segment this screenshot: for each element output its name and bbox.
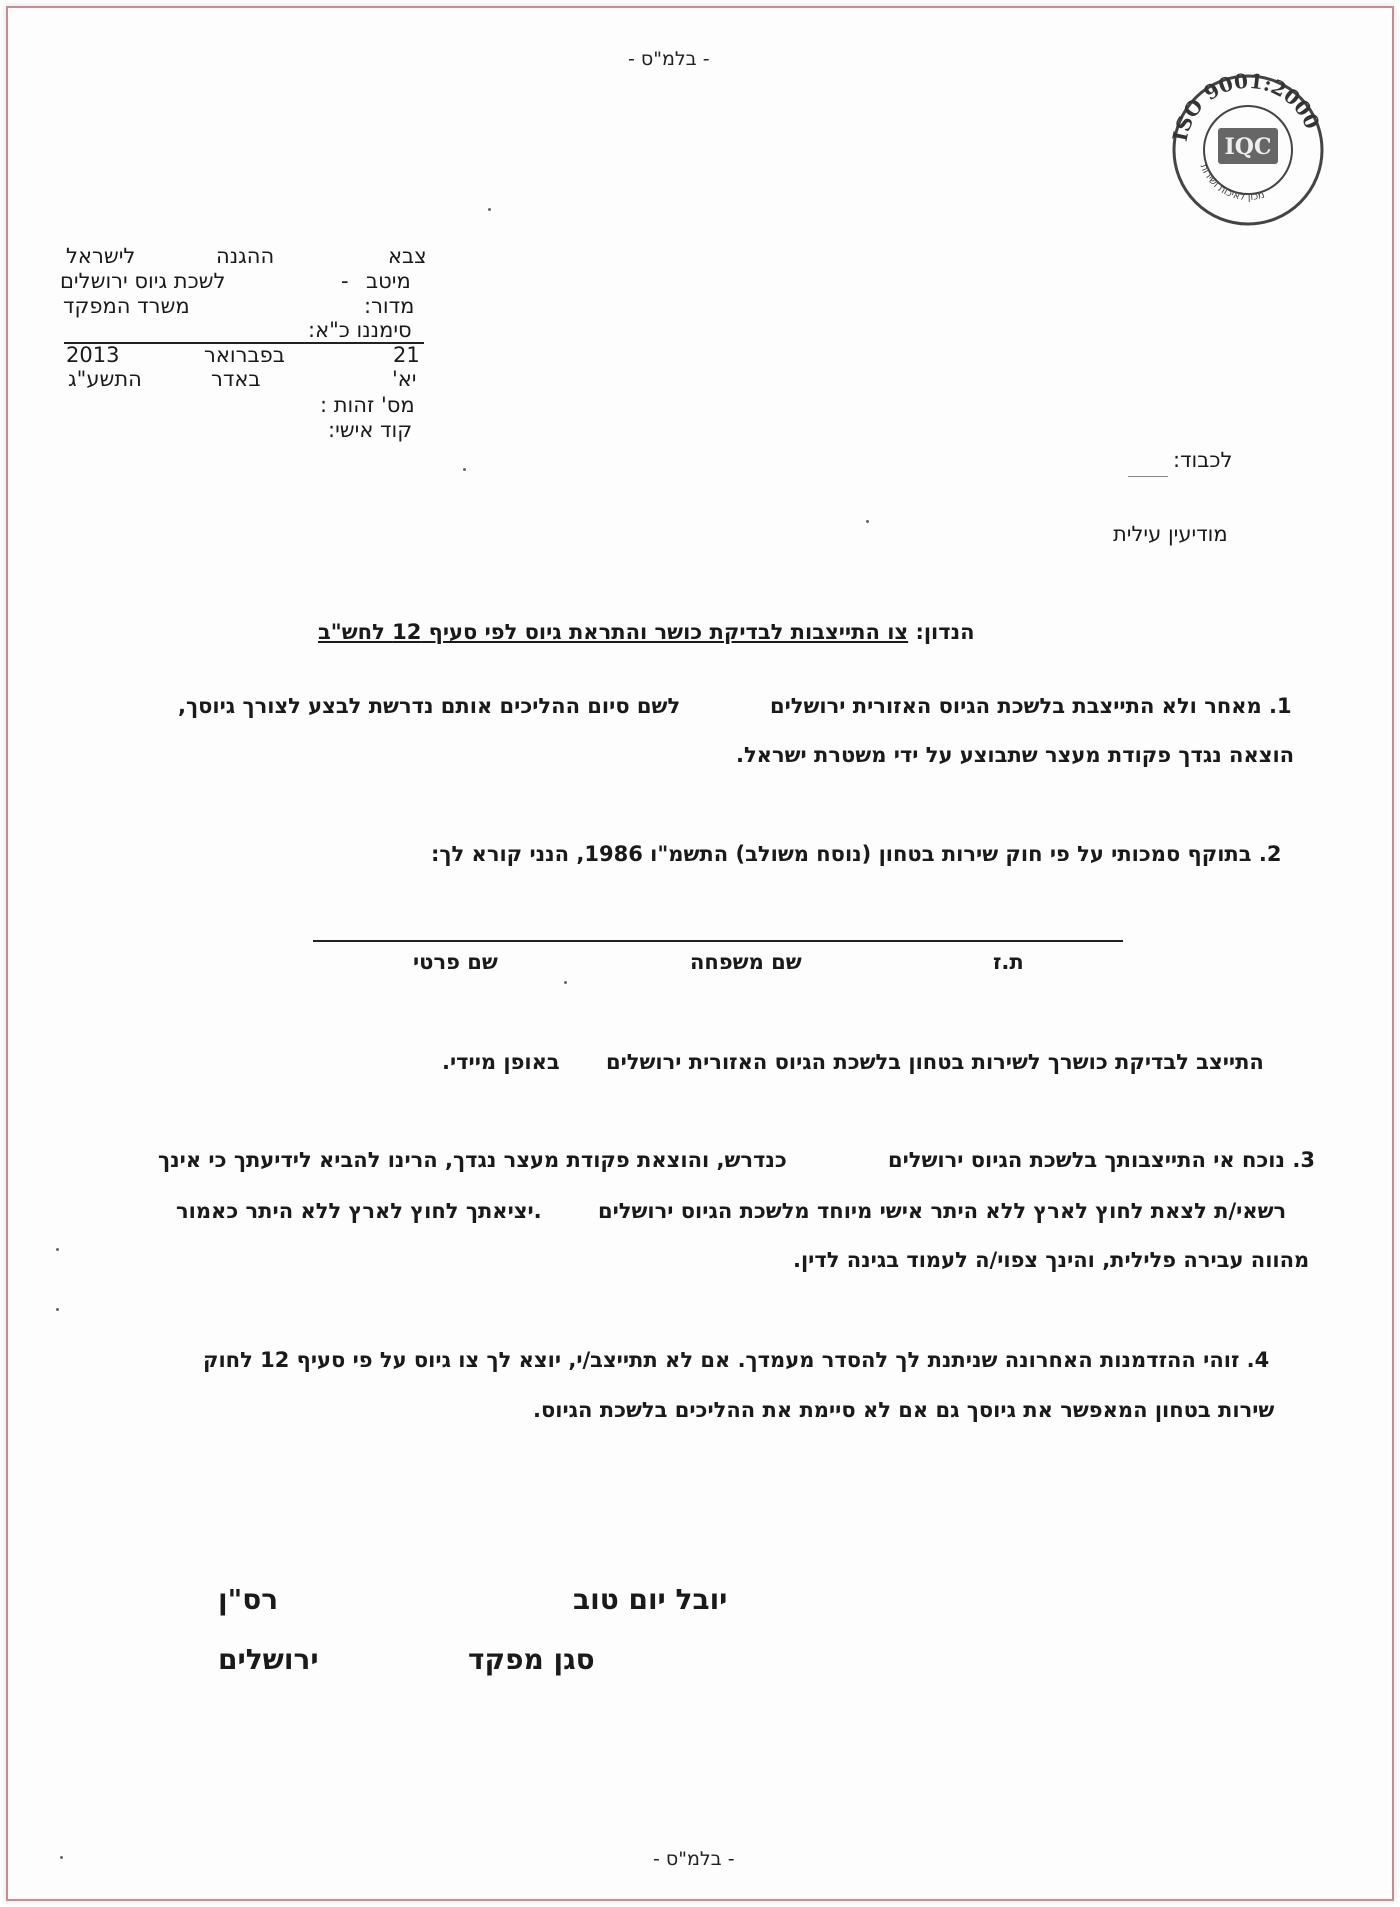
header-unit-label: מיטב <box>366 269 411 293</box>
scan-speck <box>463 468 466 471</box>
header-branch-label: מדור: <box>364 294 415 318</box>
report-line-b: באופן מיידי. <box>442 1050 560 1074</box>
header-date-month: בפברואר <box>204 343 285 367</box>
subject-label: הנדון: <box>915 620 975 644</box>
signature-name: יובל יום טוב <box>573 1583 728 1616</box>
classification-bottom: - בלמ"ס - <box>653 1848 735 1870</box>
iso-stamp-icon <box>1168 70 1328 230</box>
signature-place: ירושלים <box>218 1643 319 1676</box>
scan-speck <box>56 1248 59 1251</box>
para3-line2b: .יציאתך לחוץ לארץ ללא היתר כאמור <box>176 1199 542 1223</box>
header-org-c1: צבא <box>388 244 427 268</box>
para1-line2: הוצאה נגדך פקודת מעצר שתבוצע על ידי משטרת ישראל. <box>736 743 1295 767</box>
header-org-c3: לישראל <box>66 244 136 268</box>
header-code-label: קוד אישי: <box>328 418 413 442</box>
header-hdate-year: התשע"ג <box>68 367 142 391</box>
subject-text: צו התייצבות לבדיקת כושר והתראת גיוס לפי סעיף 12 לחש"ב <box>318 620 909 644</box>
header-id-label: מס' זהות : <box>320 393 415 417</box>
para3-line1a: 3. נוכח אי התייצבותך בלשכת הגיוס ירושלים <box>888 1148 1315 1172</box>
header-branch-value: משרד המפקד <box>63 294 190 318</box>
header-hdate-month: באדר <box>211 367 261 391</box>
scan-speck <box>866 520 869 523</box>
stamp-inner-text: מכון לאיכות ושירות <box>1197 162 1266 204</box>
scan-speck <box>564 981 567 984</box>
report-line-a: התייצב לבדיקת כושרך לשירות בטחון בלשכת הגיוס האזורית ירושלים <box>606 1050 1264 1074</box>
para3-line2a: רשאי/ת לצאת לחוץ לארץ ללא היתר אישי מיוחד מלשכת הגיוס ירושלים <box>598 1199 1287 1223</box>
document-page <box>6 6 1394 1901</box>
header-date-year: 2013 <box>66 343 120 367</box>
stamp-ring-text: ISO 9001:2000 <box>1168 70 1325 144</box>
classification-top: - בלמ"ס - <box>628 48 710 70</box>
header-unit-value: לשכת גיוס ירושלים <box>60 269 226 293</box>
field-last-name: שם משפחה <box>690 950 802 974</box>
para2-line1: 2. בתוקף סמכותי על פי חוק שירות בטחון (נוסח משולב) התשמ"ו 1986, הנני קורא לך: <box>431 842 1282 866</box>
para3-line3: מהווה עבירה פלילית, והינך צפוי/ה לעמוד בגינה לדין. <box>793 1248 1310 1272</box>
para3-line1b: כנדרש, והוצאת פקודת מעצר נגדך, הרינו להביא לידיעתך כי אינך <box>158 1148 787 1172</box>
header-date-day: 21 <box>393 343 420 367</box>
signature-role: סגן מפקד <box>468 1643 595 1676</box>
header-hdate-day: יא' <box>392 367 417 391</box>
recipient-line <box>1128 476 1168 477</box>
para4-line2: שירות בטחון המאפשר את גיוסך גם אם לא סיימת את ההליכים בלשכת הגיוס. <box>533 1398 1275 1422</box>
scan-speck <box>488 208 491 211</box>
subject-line <box>318 620 975 644</box>
para1-line1b: לשם סיום ההליכים אותם נדרשת לבצע לצורך גיוסך, <box>178 694 681 718</box>
para4-line1: 4. זוהי ההזדמנות האחרונה שניתנת לך להסדר מעמדך. אם לא תתייצב/י, יוצא לך צו גיוס על פי סעיף 12 לחוק <box>203 1348 1270 1372</box>
scan-speck <box>56 1308 59 1311</box>
header-org-c2: ההגנה <box>216 244 275 268</box>
header-unit-dash: - <box>341 269 349 293</box>
header-ref-label: סימננו כ"א: <box>308 318 412 342</box>
recipient-label: לכבוד: <box>1173 448 1233 472</box>
field-first-name: שם פרטי <box>413 950 498 974</box>
field-id: ת.ז <box>993 950 1024 974</box>
para1-line1a: 1. מאחר ולא התייצבת בלשכת הגיוס האזורית ירושלים <box>770 694 1292 718</box>
scan-speck <box>60 1856 63 1859</box>
svg-text:מכון לאיכות ושירות <box>1198 163 1266 204</box>
recipient-city: מודיעין עילית <box>1113 522 1228 546</box>
signature-rank: רס"ן <box>218 1583 279 1616</box>
stamp-logo: IQC <box>1224 134 1272 160</box>
